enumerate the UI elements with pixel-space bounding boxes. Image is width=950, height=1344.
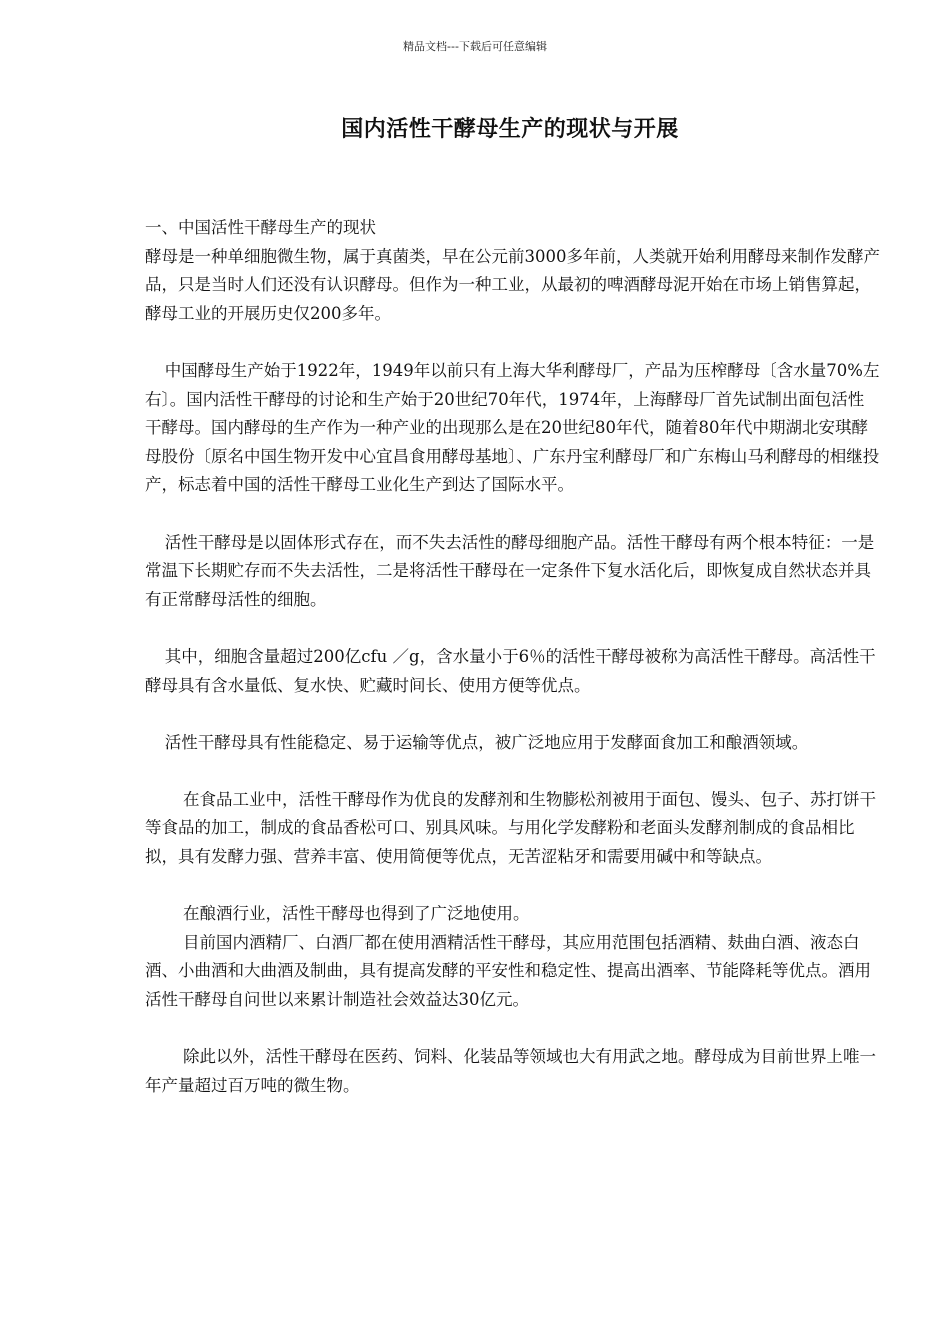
paragraph-8: 目前国内酒精厂、白酒厂都在使用酒精活性干酵母，其应用范围包括酒精、麸曲白酒、液态白酒、小曲酒和大曲酒及制曲，具有提高发酵的平安性和稳定性、提高出酒率、节能降耗等优点。酒用活性干酵母自问世以来累计制造社会效益达30亿元。 [145, 932, 871, 1010]
paragraph-6: 在食品工业中，活性干酵母作为优良的发酵剂和生物膨松剂被用于面包、馒头、包子、苏打饼干等食品的加工，制成的食品香松可口、别具风味。与用化学发酵粉和老面头发酵剂制成的食品相比拟，具有发酵力强、营养丰富、使用简便等优点，无苦涩粘牙和需要用碱中和等缺点。 [145, 789, 876, 867]
section-heading: 一、中国活性干酵母生产的现状 [145, 218, 376, 237]
paragraph-2: 中国酵母生产始于1922年，1949年以前只有上海大华利酵母厂，产品为压榨酵母〔含水量70%左右〕。国内活性干酵母的讨论和生产始于20世纪70年代，1974年，上海酵母厂首先试制出面包活性干酵母。国内酵母的生产作为一种产业的出现那么是在20世纪80年代，随着80年代中期湖北安琪酵母股份〔原名中国生物开发中心宜昌食用酵母基地〕、广东丹宝利酵母厂和广东梅山马利酵母的相继投产，标志着中国的活性干酵母工业化生产到达了国际水平。 [145, 360, 880, 495]
paragraph-9: 除此以外，活性干酵母在医药、饲料、化装品等领域也大有用武之地。酵母成为目前世界上唯一年产量超过百万吨的微生物。 [145, 1047, 876, 1095]
paragraph-4: 其中，细胞含量超过200亿cfu ／g，含水量小于6％的活性干酵母被称为高活性干酵母。高活性干酵母具有含水量低、复水快、贮藏时间长、使用方便等优点。 [145, 646, 876, 695]
page-header-note: 精品文档---下载后可任意编辑 [403, 40, 547, 53]
paragraph-3: 活性干酵母是以固体形式存在，而不失去活性的酵母细胞产品。活性干酵母有两个根本特征：一是常温下长期贮存而不失去活性，二是将活性干酵母在一定条件下复水活化后，即恢复成自然状态并具有正常酵母活性的细胞。 [145, 532, 875, 609]
paragraph-1: 酵母是一种单细胞微生物，属于真菌类，早在公元前3000多年前，人类就开始利用酵母来制作发酵产品，只是当时人们还没有认识酵母。但作为一种工业，从最初的啤酒酵母泥开始在市场上销售算起，酵母工业的开展历史仅200多年。 [145, 246, 880, 323]
paragraph-5: 活性干酵母具有性能稳定、易于运输等优点，被广泛地应用于发酵面食加工和酿酒领域。 [164, 732, 809, 752]
document-title: 国内活性干酵母生产的现状与开展 [341, 117, 679, 142]
paragraph-7: 在酿酒行业，活性干酵母也得到了广泛地使用。 [182, 904, 530, 924]
document-body [145, 214, 880, 1100]
